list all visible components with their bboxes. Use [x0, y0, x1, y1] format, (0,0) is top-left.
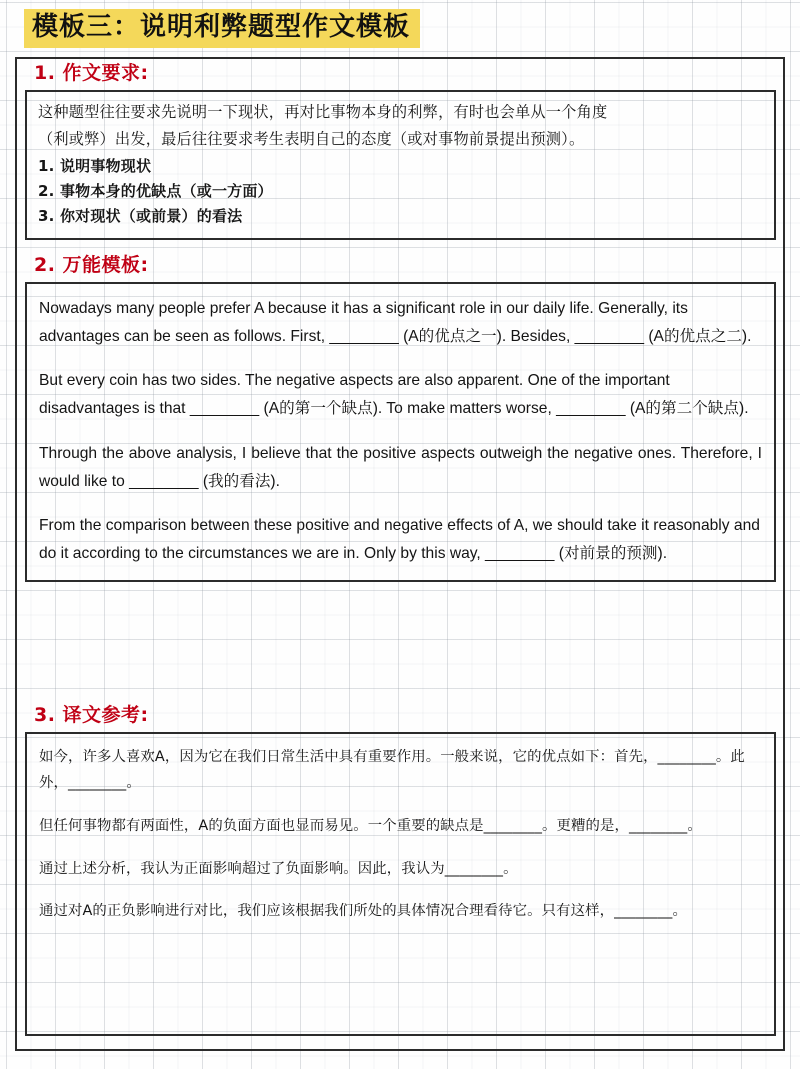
requirements-intro-line-2: （利或弊）出发，最后往往要求考生表明自己的态度（或对事物前景提出预测）。 — [38, 130, 585, 149]
translation-paragraph-2: 但任何事物都有两面性，A的负面方面也显而易见。一个重要的缺点是________。更糟的是，________。 — [39, 817, 702, 834]
translation-box — [25, 732, 776, 1036]
section-template — [25, 254, 776, 582]
section-heading-translation: 3. 译文参考: — [34, 704, 149, 726]
translation-paragraph-3: 通过上述分析，我认为正面影响超过了负面影响。因此，我认为________。 — [39, 860, 518, 877]
template-paragraph-2: But every coin has two sides. The negative aspects are also apparent. One of the important disadvantages is that ________ (A的第一个缺点). To make matters worse, ________ (A的第二个缺点). — [39, 372, 749, 417]
translation-paragraph-4: 通过对A的正负影响进行对比，我们应该根据我们所处的具体情况合理看待它。只有这样，________。 — [39, 903, 687, 920]
requirements-intro-line-1: 这种题型往往要求先说明一下现状，再对比事物本身的利弊，有时也会单从一个角度 — [38, 102, 608, 121]
template-paragraph-1: Nowadays many people prefer A because it has a significant role in our daily life. Generally, its advantages can be seen as follows. First, ________ (A的优点之一). Besides, ________ (A的优点之二). — [39, 299, 752, 345]
section-heading-template: 2. 万能模板: — [34, 254, 149, 276]
section-translation — [25, 704, 776, 1036]
page-title-container — [24, 9, 420, 48]
page-title: 模板三：说明利弊题型作文模板 — [24, 9, 420, 48]
template-paragraph-3: Through the above analysis, I believe that the positive aspects outweigh the negative ones. Therefore, I would like to ________ (我的看法). — [39, 444, 762, 490]
requirements-item-3: 3. 你对现状（或前景）的看法 — [38, 207, 243, 226]
requirements-box — [25, 90, 776, 240]
template-paragraph-4: From the comparison between these positive and negative effects of A, we should take it reasonably and do it according to the circumstances we are in. Only by this way, ________ (对前景的预测). — [39, 517, 760, 562]
translation-paragraph-1: 如今，许多人喜欢A，因为它在我们日常生活中具有重要作用。一般来说，它的优点如下：首先，________。此外，________。 — [39, 748, 745, 791]
template-box — [25, 282, 776, 582]
requirements-item-2: 2. 事物本身的优缺点（或一方面） — [38, 182, 273, 201]
section-heading-requirements: 1. 作文要求: — [34, 62, 149, 84]
section-requirements — [25, 62, 776, 240]
requirements-item-1: 1. 说明事物现状 — [38, 157, 152, 176]
